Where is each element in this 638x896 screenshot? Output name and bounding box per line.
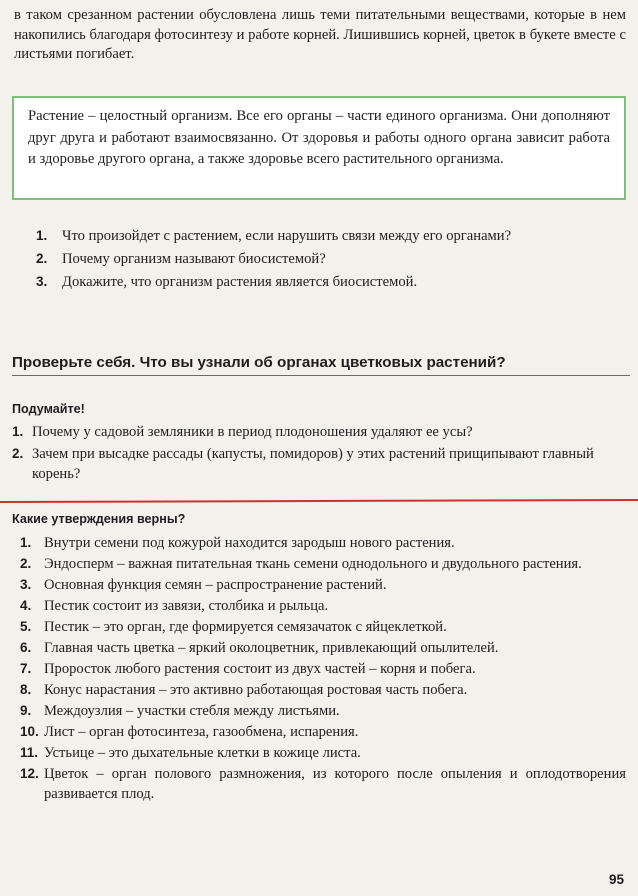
statement-number: 2.: [20, 556, 32, 571]
question-text: Докажите, что организм растения является биосистемой.: [62, 274, 418, 290]
statement-text: Лист – орган фотосинтеза, газообмена, испарения.: [44, 724, 359, 740]
statement-number: 10.: [20, 724, 39, 739]
think-list: [12, 422, 626, 486]
think-item: [12, 444, 626, 484]
statement-item: [20, 533, 626, 553]
page-number: 95: [608, 872, 624, 887]
summary-callout-text: Растение – целостный организм. Все его органы – части единого организма. Они дополняют друг друга и работают взаимосвязанно. От здоровья и работы одного органа зависит работа и здоровье другого органа, а также здоровье всего растительного организма.: [28, 108, 610, 167]
statement-number: 12.: [20, 766, 39, 781]
statement-item: [20, 554, 626, 574]
statements-list: [20, 533, 626, 805]
statement-number: 8.: [20, 682, 32, 697]
think-item-text: Почему у садовой земляники в период плодоношения удаляют ее усы?: [32, 424, 473, 440]
statement-number: 7.: [20, 661, 32, 676]
think-item-text: Зачем при высадке рассады (капусты, помидоров) у этих растений прищипывают главный корень?: [32, 446, 594, 482]
statement-item: [20, 638, 626, 658]
statement-number: 3.: [20, 577, 32, 592]
statement-text: Конус нарастания – это активно работающая ростовая часть побега.: [44, 682, 468, 698]
summary-callout-box: [12, 96, 626, 200]
statement-text: Внутри семени под кожурой находится зародыш нового растения.: [44, 535, 455, 551]
statement-text: Основная функция семян – распространение растений.: [44, 577, 387, 593]
statement-number: 5.: [20, 619, 32, 634]
statement-number: 11.: [20, 745, 39, 760]
section-title: Проверьте себя. Что вы узнали об органах цветковых растений?: [12, 354, 630, 376]
statement-text: Главная часть цветка – яркий околоцветник, привлекающий опылителей.: [44, 640, 499, 656]
statement-item: [20, 617, 626, 637]
statement-text: Междоузлия – участки стебля между листьями.: [44, 703, 340, 719]
statement-item: [20, 575, 626, 595]
think-item-number: 2.: [12, 446, 24, 461]
statement-number: 4.: [20, 598, 32, 613]
think-heading: Подумайте!: [12, 402, 85, 416]
statement-item: [20, 701, 626, 721]
question-number: 1.: [36, 228, 48, 243]
statement-text: Эндосперм – важная питательная ткань семени однодольного и двудольного растения.: [44, 556, 582, 572]
statement-number: 9.: [20, 703, 32, 718]
statement-text: Проросток любого растения состоит из двух частей – корня и побега.: [44, 661, 476, 677]
question-number: 2.: [36, 251, 48, 266]
review-question: [36, 272, 626, 292]
statements-heading: Какие утверждения верны?: [12, 512, 186, 526]
think-item-number: 1.: [12, 424, 24, 439]
question-number: 3.: [36, 274, 48, 289]
question-text: Почему организм называют биосистемой?: [62, 251, 326, 267]
statement-item: [20, 722, 626, 742]
statement-item: [20, 680, 626, 700]
statement-item: [20, 596, 626, 616]
review-question: [36, 249, 626, 269]
statement-number: 1.: [20, 535, 32, 550]
statement-text: Цветок – орган полового размножения, из которого после опыления и оплодотворения развивается плод.: [44, 766, 626, 802]
think-item: [12, 422, 626, 442]
statement-text: Пестик состоит из завязи, столбика и рыльца.: [44, 598, 329, 614]
review-question: [36, 226, 626, 246]
statement-item: [20, 659, 626, 679]
review-questions-list: [36, 226, 626, 295]
statement-text: Устьице – это дыхательные клетки в кожице листа.: [44, 745, 361, 761]
statement-number: 6.: [20, 640, 32, 655]
statement-text: Пестик – это орган, где формируется семязачаток с яйцеклеткой.: [44, 619, 447, 635]
intro-paragraph: в таком срезанном растении обусловлена лишь теми питательными веществами, которые в нем накопились благодаря фотосинтезу и работе корней. Лишившись корней, цветок в букете вместе с листьями погибает.: [14, 7, 626, 62]
statement-item: [20, 743, 626, 763]
statement-item: [20, 764, 626, 804]
red-divider-line: [0, 499, 638, 503]
question-text: Что произойдет с растением, если нарушить связи между его органами?: [62, 228, 512, 244]
